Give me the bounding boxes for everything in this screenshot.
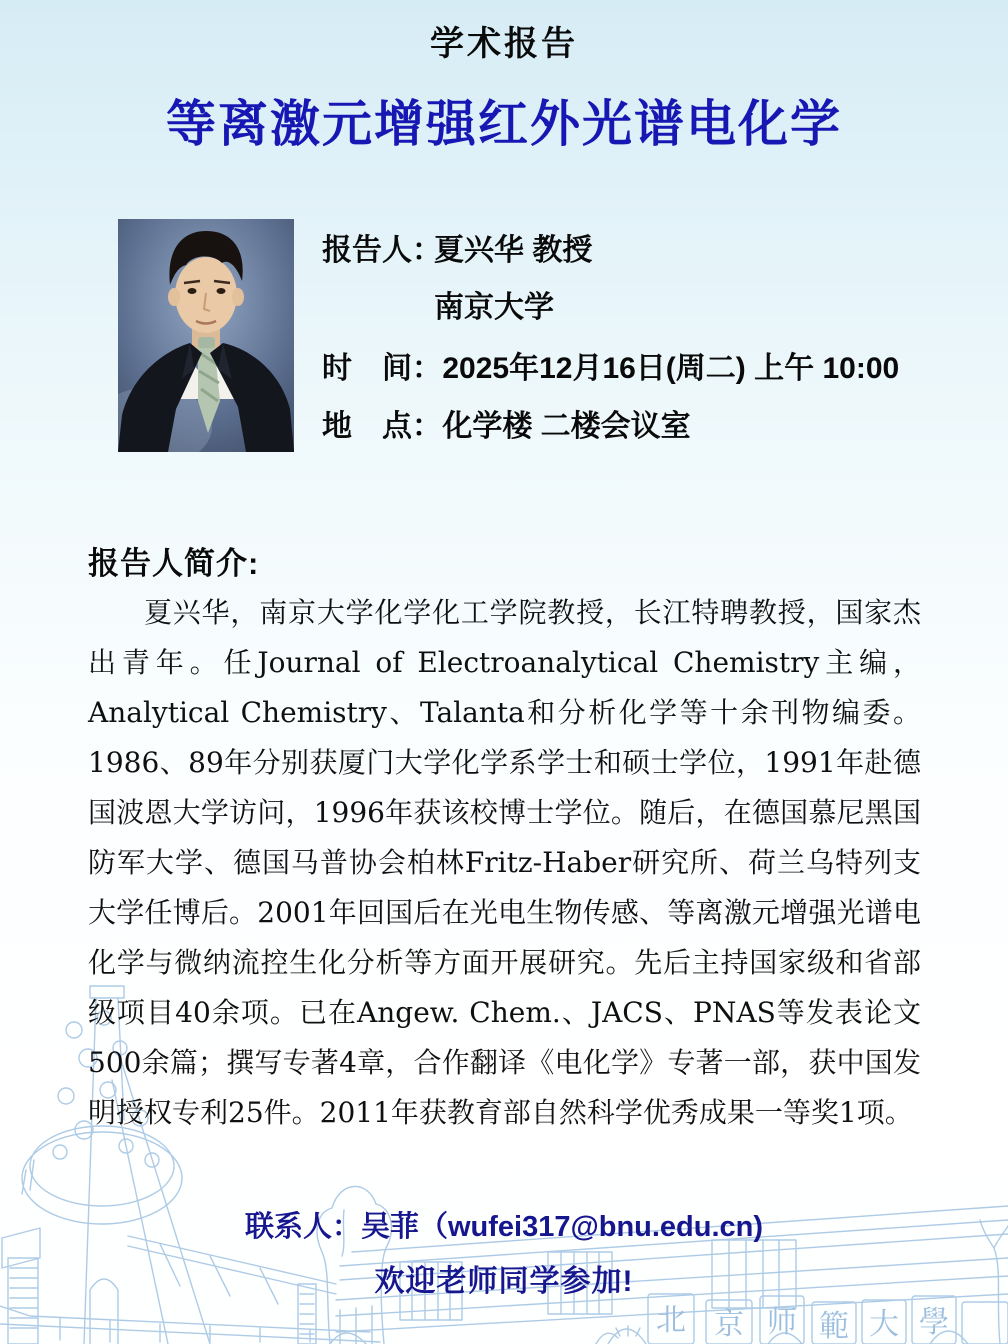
university-name-character: 範 (819, 1309, 849, 1344)
speaker-row (322, 352, 899, 386)
info-value: 南京大学 (434, 291, 554, 324)
info-label: 地 点： (322, 410, 442, 443)
contact-line: 联系人：吴菲（wufei317@bnu.edu.cn) (244, 1211, 764, 1243)
university-name-character: 北 (656, 1303, 686, 1338)
university-name-character: 师 (767, 1305, 797, 1340)
welcome-line: 欢迎老师同学参加! (374, 1265, 634, 1298)
speaker-row (322, 234, 899, 268)
speaker-row (322, 291, 899, 325)
university-name-character: 京 (714, 1307, 744, 1342)
info-label: 报告人： (322, 234, 442, 267)
info-label (322, 291, 434, 325)
page-title: 等离激元增强红外光谱电化学 (166, 96, 842, 152)
speaker-info (322, 234, 899, 444)
info-value: 化学楼 二楼会议室 (434, 410, 691, 443)
speaker-photo (118, 219, 294, 452)
bio-section-heading: 报告人简介: (88, 546, 260, 581)
info-label: 时 间： (322, 352, 442, 385)
speaker-row (322, 410, 899, 444)
university-name-character: 大 (869, 1307, 899, 1342)
info-value: 2025年12月16日(周二) 上午 10:00 (434, 352, 900, 385)
bio-paragraph: 夏兴华，南京大学化学化工学院教授，长江特聘教授，国家杰出青年。任Journal of Electroanalytical Chemistry主编，Analytical Chemistry、Talanta和分析化学等十余刊物编委。1986、89年分别获厦门大学化学系学士和硕士学位，1991年赴德国波恩大学访问，1996年获该校博士学位。随后，在德国慕尼黑国防军大学、德国马普协会柏林Fritz-Haber研究所、荷兰乌特列支大学任博后。2001年回国后在光电生物传感、等离激元增强光谱电化学与微纳流控生化分析等方面开展研究。先后主持国家级和省部级项目40余项。已在Angew. Chem.、JACS、PNAS等发表论文500余篇；撰写专著4章，合作翻译《电化学》专著一部，获中国发明授权专利25件。2011年获教育部自然科学优秀成果一等奖1项。 (88, 596, 921, 1129)
university-name-character: 學 (919, 1305, 949, 1340)
kicker-academic-lecture: 学术报告 (430, 25, 578, 63)
info-value: 夏兴华 教授 (434, 234, 593, 267)
